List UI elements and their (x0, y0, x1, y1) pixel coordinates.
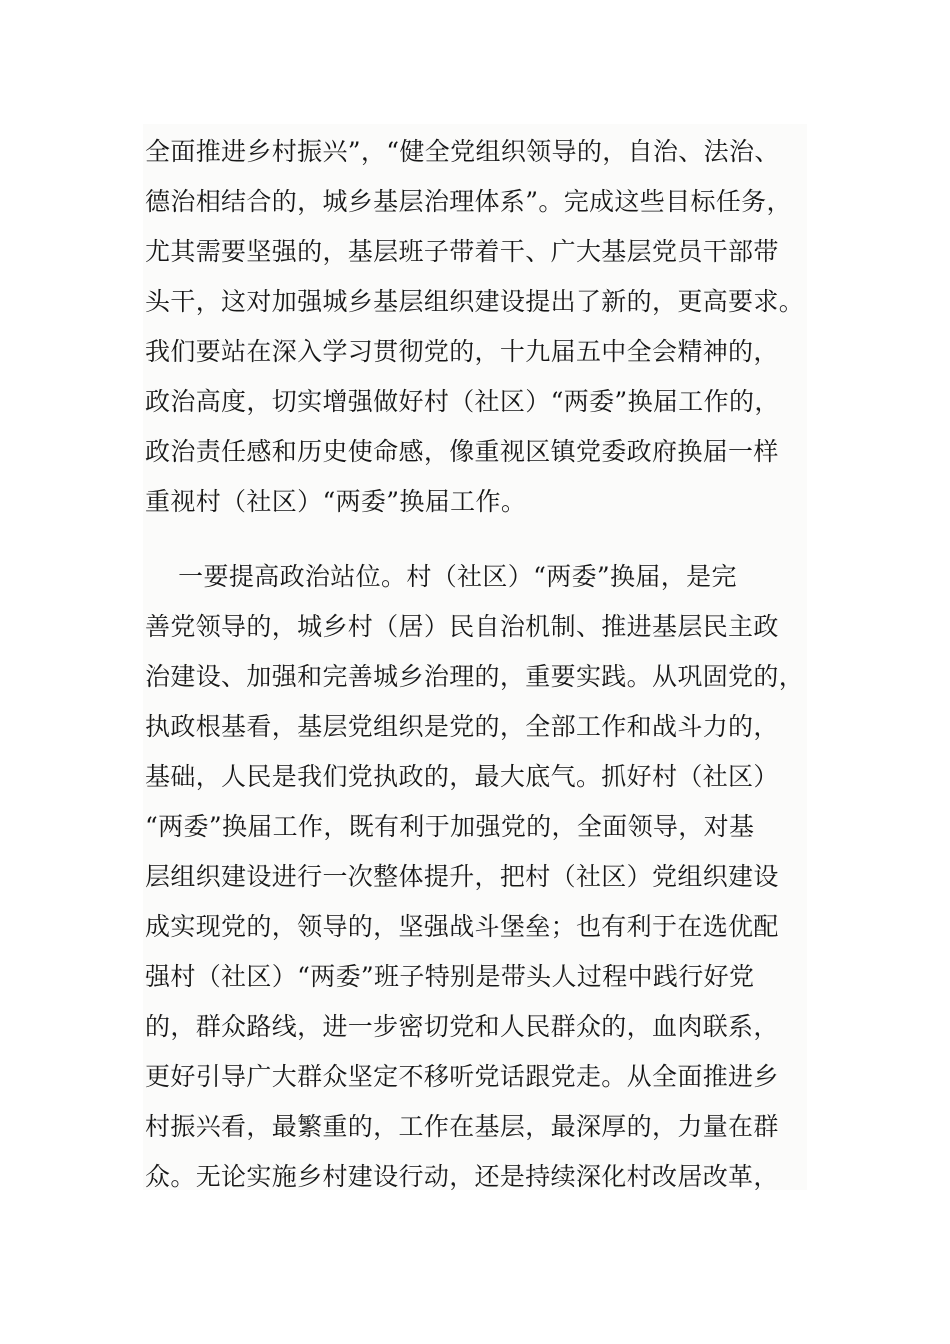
text-line: 众。无论实施乡村建设行动，还是持续深化村改居改革， (145, 1162, 779, 1191)
text-line: 全面推进乡村振兴”，“健全党组织领导的，自治、法治、 (145, 137, 780, 166)
text-line: 头干，这对加强城乡基层组织建设提出了新的，更高要求。 (145, 287, 805, 316)
text-line: 善党领导的，城乡村（居）民自治机制、推进基层民主政 (145, 612, 779, 641)
text-line: 治建设、加强和完善城乡治理的，重要实践。从巩固党的， (145, 662, 805, 691)
text-line: “两委”换届工作，既有利于加强党的，全面领导，对基 (145, 812, 755, 841)
text-line: 更好引导广大群众坚定不移听党话跟党走。从全面推进乡 (145, 1062, 779, 1091)
text-line: 层组织建设进行一次整体提升，把村（社区）党组织建设 (145, 862, 779, 891)
text-line: 村振兴看，最繁重的，工作在基层，最深厚的，力量在群 (145, 1112, 779, 1141)
text-line: 尤其需要坚强的，基层班子带着干、广大基层党员干部带 (145, 237, 779, 266)
text-line: 政治高度，切实增强做好村（社区）“两委”换届工作的， (145, 387, 780, 416)
paragraph-2 (145, 552, 804, 1202)
text-line: 强村（社区）“两委”班子特别是带头人过程中践行好党 (145, 962, 755, 991)
text-line: 执政根基看，基层党组织是党的，全部工作和战斗力的， (145, 712, 779, 741)
text-line: 一要提高政治站位。村（社区）“两委”换届，是完 (145, 562, 737, 591)
text-line: 基础，人民是我们党执政的，最大底气。抓好村（社区） (145, 762, 779, 791)
text-line: 成实现党的，领导的，坚强战斗堡垒；也有利于在选优配 (145, 912, 779, 941)
paragraph-1 (145, 127, 804, 527)
text-line: 德治相结合的，城乡基层治理体系”。完成这些目标任务， (145, 187, 792, 216)
text-line: 重视村（社区）“两委”换届工作。 (145, 487, 527, 516)
text-line: 我们要站在深入学习贯彻党的，十九届五中全会精神的， (145, 337, 779, 366)
document-text-block (143, 124, 807, 1190)
text-line: 政治责任感和历史使命感，像重视区镇党委政府换届一样 (145, 437, 779, 466)
text-line: 的，群众路线，进一步密切党和人民群众的，血肉联系， (145, 1012, 779, 1041)
